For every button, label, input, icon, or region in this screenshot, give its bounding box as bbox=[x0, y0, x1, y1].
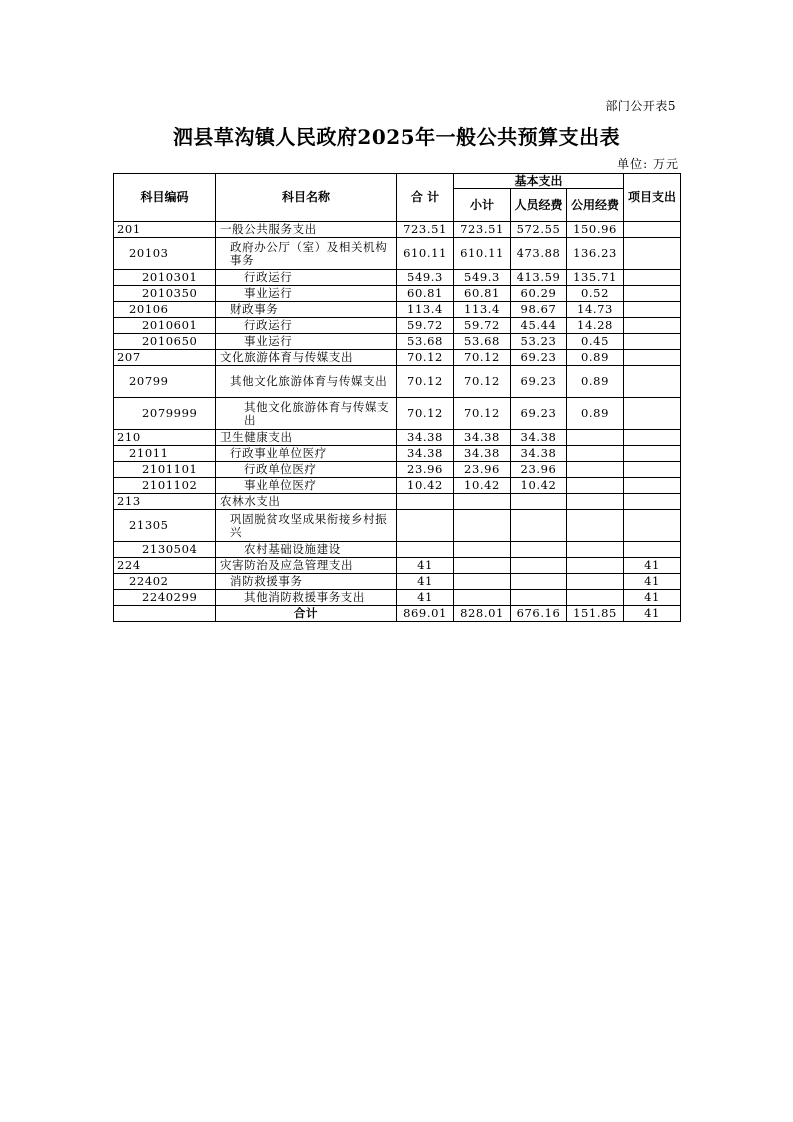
cell-total bbox=[397, 510, 454, 542]
table-row bbox=[114, 558, 681, 574]
cell-name: 事业运行 bbox=[216, 334, 397, 350]
cell-project bbox=[624, 366, 681, 398]
cell-subtotal: 23.96 bbox=[454, 462, 511, 478]
table-row bbox=[114, 430, 681, 446]
cell-project bbox=[624, 446, 681, 462]
cell-subtotal: 723.51 bbox=[454, 222, 511, 238]
table-body bbox=[114, 222, 681, 622]
cell-name: 消防救援事务 bbox=[216, 574, 397, 590]
total-public: 151.85 bbox=[567, 606, 624, 622]
cell-personnel: 60.29 bbox=[511, 286, 567, 302]
cell-total: 70.12 bbox=[397, 366, 454, 398]
cell-total: 34.38 bbox=[397, 430, 454, 446]
cell-total: 41 bbox=[397, 558, 454, 574]
cell-project bbox=[624, 286, 681, 302]
header-personnel: 人员经费 bbox=[511, 189, 567, 222]
cell-code: 22402 bbox=[114, 574, 216, 590]
cell-total: 113.4 bbox=[397, 302, 454, 318]
cell-subtotal: 113.4 bbox=[454, 302, 511, 318]
cell-project bbox=[624, 334, 681, 350]
cell-project bbox=[624, 222, 681, 238]
cell-total bbox=[397, 494, 454, 510]
table-row bbox=[114, 446, 681, 462]
cell-subtotal bbox=[454, 558, 511, 574]
cell-code: 2101102 bbox=[114, 478, 216, 494]
cell-personnel: 413.59 bbox=[511, 270, 567, 286]
cell-code: 2079999 bbox=[114, 398, 216, 430]
table-row bbox=[114, 238, 681, 270]
cell-subtotal: 10.42 bbox=[454, 478, 511, 494]
cell-personnel: 98.67 bbox=[511, 302, 567, 318]
cell-code: 2010601 bbox=[114, 318, 216, 334]
cell-name: 农林水支出 bbox=[216, 494, 397, 510]
cell-project bbox=[624, 302, 681, 318]
cell-personnel: 10.42 bbox=[511, 478, 567, 494]
cell-personnel bbox=[511, 590, 567, 606]
cell-project: 41 bbox=[624, 574, 681, 590]
cell-total: 41 bbox=[397, 574, 454, 590]
cell-personnel: 34.38 bbox=[511, 446, 567, 462]
cell-public: 136.23 bbox=[567, 238, 624, 270]
cell-subtotal: 610.11 bbox=[454, 238, 511, 270]
cell-public bbox=[567, 542, 624, 558]
header-total: 合 计 bbox=[397, 174, 454, 222]
cell-project bbox=[624, 350, 681, 366]
cell-total: 23.96 bbox=[397, 462, 454, 478]
table-row bbox=[114, 574, 681, 590]
cell-name: 行政事业单位医疗 bbox=[216, 446, 397, 462]
table-row bbox=[114, 318, 681, 334]
cell-project: 41 bbox=[624, 590, 681, 606]
cell-project: 41 bbox=[624, 558, 681, 574]
table-row bbox=[114, 542, 681, 558]
cell-public bbox=[567, 462, 624, 478]
cell-public bbox=[567, 446, 624, 462]
total-subtotal: 828.01 bbox=[454, 606, 511, 622]
cell-code: 2240299 bbox=[114, 590, 216, 606]
cell-subtotal bbox=[454, 574, 511, 590]
cell-code: 213 bbox=[114, 494, 216, 510]
cell-personnel bbox=[511, 574, 567, 590]
cell-public: 135.71 bbox=[567, 270, 624, 286]
cell-name: 事业单位医疗 bbox=[216, 478, 397, 494]
cell-personnel: 69.23 bbox=[511, 350, 567, 366]
cell-name: 行政单位医疗 bbox=[216, 462, 397, 478]
cell-total: 549.3 bbox=[397, 270, 454, 286]
table-row bbox=[114, 478, 681, 494]
cell-code: 207 bbox=[114, 350, 216, 366]
table-row bbox=[114, 350, 681, 366]
cell-project bbox=[624, 318, 681, 334]
cell-name: 农村基础设施建设 bbox=[216, 542, 397, 558]
cell-personnel bbox=[511, 542, 567, 558]
cell-personnel: 69.23 bbox=[511, 366, 567, 398]
cell-code: 21305 bbox=[114, 510, 216, 542]
cell-personnel: 34.38 bbox=[511, 430, 567, 446]
cell-subtotal: 34.38 bbox=[454, 430, 511, 446]
cell-name: 行政运行 bbox=[216, 270, 397, 286]
cell-personnel: 45.44 bbox=[511, 318, 567, 334]
cell-public bbox=[567, 558, 624, 574]
cell-public: 0.89 bbox=[567, 350, 624, 366]
cell-total: 59.72 bbox=[397, 318, 454, 334]
cell-total: 34.38 bbox=[397, 446, 454, 462]
cell-name: 灾害防治及应急管理支出 bbox=[216, 558, 397, 574]
cell-total: 70.12 bbox=[397, 350, 454, 366]
cell-total: 41 bbox=[397, 590, 454, 606]
table-row bbox=[114, 302, 681, 318]
cell-total: 723.51 bbox=[397, 222, 454, 238]
cell-project bbox=[624, 510, 681, 542]
table-row bbox=[114, 334, 681, 350]
cell-public bbox=[567, 510, 624, 542]
cell-name: 文化旅游体育与传媒支出 bbox=[216, 350, 397, 366]
cell-subtotal: 70.12 bbox=[454, 350, 511, 366]
cell-code: 20799 bbox=[114, 366, 216, 398]
cell-code: 2010301 bbox=[114, 270, 216, 286]
total-total: 869.01 bbox=[397, 606, 454, 622]
cell-personnel: 23.96 bbox=[511, 462, 567, 478]
cell-public bbox=[567, 590, 624, 606]
table-row bbox=[114, 366, 681, 398]
cell-subtotal: 34.38 bbox=[454, 446, 511, 462]
cell-public: 14.73 bbox=[567, 302, 624, 318]
header-basic: 基本支出 bbox=[454, 174, 624, 189]
cell-public: 0.89 bbox=[567, 398, 624, 430]
total-project: 41 bbox=[624, 606, 681, 622]
cell-project bbox=[624, 478, 681, 494]
total-personnel: 676.16 bbox=[511, 606, 567, 622]
cell-project bbox=[624, 542, 681, 558]
cell-name: 事业运行 bbox=[216, 286, 397, 302]
cell-personnel bbox=[511, 510, 567, 542]
cell-name: 其他消防救援事务支出 bbox=[216, 590, 397, 606]
unit-label: 单位: 万元 bbox=[617, 157, 679, 171]
total-row bbox=[114, 606, 681, 622]
cell-code: 201 bbox=[114, 222, 216, 238]
cell-public bbox=[567, 494, 624, 510]
header-public: 公用经费 bbox=[567, 189, 624, 222]
cell-subtotal: 53.68 bbox=[454, 334, 511, 350]
table-row bbox=[114, 286, 681, 302]
cell-project bbox=[624, 494, 681, 510]
cell-total bbox=[397, 542, 454, 558]
cell-name: 财政事务 bbox=[216, 302, 397, 318]
cell-public bbox=[567, 430, 624, 446]
cell-subtotal: 59.72 bbox=[454, 318, 511, 334]
cell-personnel: 53.23 bbox=[511, 334, 567, 350]
cell-code: 20103 bbox=[114, 238, 216, 270]
cell-total: 53.68 bbox=[397, 334, 454, 350]
cell-code: 224 bbox=[114, 558, 216, 574]
cell-subtotal: 70.12 bbox=[454, 366, 511, 398]
cell-subtotal: 70.12 bbox=[454, 398, 511, 430]
cell-subtotal bbox=[454, 494, 511, 510]
cell-project bbox=[624, 462, 681, 478]
table-row bbox=[114, 462, 681, 478]
cell-total: 610.11 bbox=[397, 238, 454, 270]
cell-code: 210 bbox=[114, 430, 216, 446]
table-row bbox=[114, 590, 681, 606]
cell-public: 0.52 bbox=[567, 286, 624, 302]
header-subtotal: 小计 bbox=[454, 189, 511, 222]
cell-public: 150.96 bbox=[567, 222, 624, 238]
cell-code bbox=[114, 606, 216, 622]
cell-name: 一般公共服务支出 bbox=[216, 222, 397, 238]
cell-subtotal: 60.81 bbox=[454, 286, 511, 302]
cell-personnel bbox=[511, 558, 567, 574]
cell-personnel: 572.55 bbox=[511, 222, 567, 238]
table-row bbox=[114, 510, 681, 542]
table-row bbox=[114, 398, 681, 430]
cell-subtotal bbox=[454, 542, 511, 558]
cell-public bbox=[567, 478, 624, 494]
cell-code: 2130504 bbox=[114, 542, 216, 558]
cell-subtotal bbox=[454, 510, 511, 542]
cell-personnel bbox=[511, 494, 567, 510]
cell-code: 21011 bbox=[114, 446, 216, 462]
page-title: 泗县草沟镇人民政府2025年一般公共预算支出表 bbox=[172, 125, 621, 149]
cell-public: 14.28 bbox=[567, 318, 624, 334]
cell-project bbox=[624, 398, 681, 430]
cell-code: 20106 bbox=[114, 302, 216, 318]
cell-total: 10.42 bbox=[397, 478, 454, 494]
total-label: 合计 bbox=[216, 606, 397, 622]
cell-code: 2101101 bbox=[114, 462, 216, 478]
table-row bbox=[114, 222, 681, 238]
cell-project bbox=[624, 270, 681, 286]
cell-code: 2010650 bbox=[114, 334, 216, 350]
table-row bbox=[114, 270, 681, 286]
cell-personnel: 69.23 bbox=[511, 398, 567, 430]
cell-personnel: 473.88 bbox=[511, 238, 567, 270]
cell-subtotal: 549.3 bbox=[454, 270, 511, 286]
cell-project bbox=[624, 430, 681, 446]
cell-public: 0.45 bbox=[567, 334, 624, 350]
cell-total: 60.81 bbox=[397, 286, 454, 302]
header-code: 科目编码 bbox=[114, 174, 216, 222]
cell-project bbox=[624, 238, 681, 270]
cell-total: 70.12 bbox=[397, 398, 454, 430]
cell-name: 卫生健康支出 bbox=[216, 430, 397, 446]
header-project: 项目支出 bbox=[624, 174, 681, 222]
cell-name: 其他文化旅游体育与传媒支出 bbox=[216, 366, 397, 398]
cell-public: 0.89 bbox=[567, 366, 624, 398]
cell-public bbox=[567, 574, 624, 590]
cell-name: 巩固脱贫攻坚成果衔接乡村振兴 bbox=[216, 510, 397, 542]
cell-subtotal bbox=[454, 590, 511, 606]
cell-name: 行政运行 bbox=[216, 318, 397, 334]
document-label: 部门公开表5 bbox=[605, 99, 676, 113]
header-name: 科目名称 bbox=[216, 174, 397, 222]
cell-code: 2010350 bbox=[114, 286, 216, 302]
budget-table bbox=[113, 173, 681, 622]
cell-name: 其他文化旅游体育与传媒支出 bbox=[216, 398, 397, 430]
cell-name: 政府办公厅（室）及相关机构事务 bbox=[216, 238, 397, 270]
table-row bbox=[114, 494, 681, 510]
